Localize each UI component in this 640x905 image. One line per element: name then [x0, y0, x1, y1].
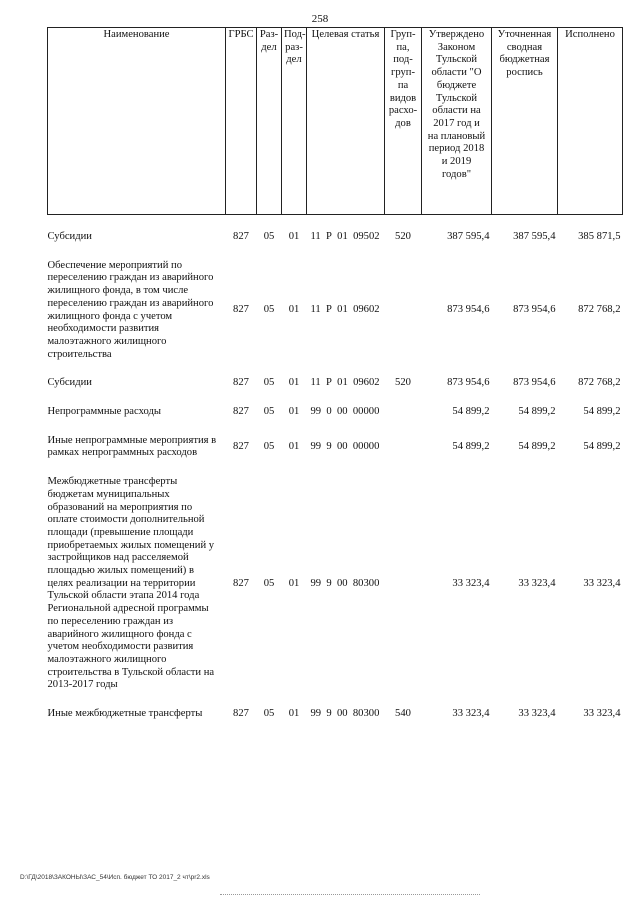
row-name: Обеспечение мероприятий по переселению граждан из аварийного жилищного фонда, в том числе переселению граждан из аварийного жилищного фонда с учетом необходимости развития малоэтажного жилищного строительства: [47, 259, 214, 360]
row-executed: 385 871,5: [578, 231, 621, 242]
row-refined: 33 323,4: [518, 577, 556, 589]
table-row: [48, 377, 623, 390]
footer-file-path: D:\ГД\2018\ЗАКОНЫ\ЗАС_54\Исп. бюджет ТО 2017_2 чт\pr2.xls: [20, 874, 210, 881]
row-group: 540: [395, 708, 411, 720]
row-target: 99 9 00 80300: [310, 708, 380, 720]
row-refined: 873 954,6: [513, 377, 556, 389]
table-body: [48, 215, 623, 721]
table-row: [48, 406, 623, 419]
row-group: 520: [395, 377, 411, 389]
row-razdel: 05: [263, 406, 275, 418]
row-executed: 33 323,4: [583, 577, 621, 589]
row-target: 11 Р 01 09602: [310, 377, 380, 389]
row-razdel: 05: [263, 231, 275, 242]
table-row: [48, 260, 623, 362]
page-number: 258: [311, 13, 329, 25]
row-group: [385, 260, 422, 362]
header-razdel: Раз- дел: [257, 28, 282, 215]
row-refined: 54 899,2: [518, 441, 556, 453]
row-grbs: 827: [233, 231, 249, 242]
header-target: Целевая статья: [307, 28, 385, 215]
header-executed: Исполнено: [558, 28, 623, 215]
row-razdel: 05: [263, 377, 275, 389]
row-target: 99 9 00 80300: [310, 577, 380, 589]
row-podrazdel: 01: [288, 708, 300, 720]
row-razdel: 05: [263, 441, 275, 453]
header-name: Наименование: [48, 28, 226, 215]
row-podrazdel: 01: [288, 231, 300, 242]
row-executed: 54 899,2: [583, 406, 621, 418]
row-podrazdel: 01: [288, 304, 300, 316]
row-podrazdel: 01: [288, 377, 300, 389]
row-grbs: 827: [233, 406, 249, 418]
table-header-row: [48, 28, 623, 215]
row-refined: 387 595,4: [513, 231, 556, 242]
row-refined: 54 899,2: [518, 406, 556, 418]
row-approved: 54 899,2: [452, 441, 490, 453]
row-target: 11 Р 01 09602: [310, 304, 380, 316]
budget-table: [47, 27, 623, 721]
row-refined: 873 954,6: [513, 304, 556, 316]
header-grbs: ГРБС: [226, 28, 257, 215]
row-executed: 872 768,2: [578, 377, 621, 389]
row-podrazdel: 01: [288, 577, 300, 589]
row-executed: 872 768,2: [578, 304, 621, 316]
row-group: [385, 435, 422, 460]
table-row: [48, 708, 623, 721]
row-target: 11 Р 01 09502: [310, 231, 380, 242]
row-name: Субсидии: [47, 231, 92, 242]
row-razdel: 05: [263, 577, 275, 589]
row-podrazdel: 01: [288, 441, 300, 453]
row-name: Межбюджетные трансферты бюджетам муниципальных образований на мероприятия по оплате стоимости дополнительной площади (превышение площади приобретаемых жилых помещений у застройщиков над расселяемой площадью жилых помещений) в целях реализации на территории Тульской области этапа 2014 года Региональной адресной программы по переселению граждан из аварийного жилищного фонда с учетом необходимости развития малоэтажного жилищного строительства в Тульской области на 2013-2017 годы: [47, 476, 215, 691]
row-approved: 33 323,4: [452, 577, 490, 589]
row-name: Иные непрограммные мероприятия в рамках непрограммных расходов: [47, 434, 217, 459]
table-row: [48, 435, 623, 460]
row-razdel: 05: [263, 304, 275, 316]
row-approved: 54 899,2: [452, 406, 490, 418]
row-podrazdel: 01: [288, 406, 300, 418]
row-approved: 873 954,6: [447, 304, 490, 316]
row-name: Иные межбюджетные трансферты: [47, 708, 203, 720]
row-grbs: 827: [233, 441, 249, 453]
row-refined: 33 323,4: [518, 708, 556, 720]
row-razdel: 05: [263, 708, 275, 720]
row-grbs: 827: [233, 304, 249, 316]
row-grbs: 827: [233, 708, 249, 720]
header-group: Груп- па, под- груп- па видов расхо- дов: [385, 28, 422, 215]
header-refined: Уточненная сводная бюджетная роспись: [492, 28, 558, 215]
header-podrazdel: Под- раз- дел: [282, 28, 307, 215]
scan-artifact-line: [220, 894, 480, 897]
row-name: Субсидии: [47, 377, 92, 389]
table-row: [48, 231, 623, 244]
row-grbs: 827: [233, 377, 249, 389]
row-executed: 33 323,4: [583, 708, 621, 720]
table-row: [48, 476, 623, 692]
row-group: [385, 406, 422, 419]
row-group: 520: [395, 231, 411, 242]
row-target: 99 0 00 00000: [310, 406, 380, 418]
row-name: Непрограммные расходы: [47, 406, 161, 418]
row-grbs: 827: [233, 577, 249, 589]
row-executed: 54 899,2: [583, 441, 621, 453]
row-approved: 873 954,6: [447, 377, 490, 389]
row-approved: 387 595,4: [447, 231, 490, 242]
row-approved: 33 323,4: [452, 708, 490, 720]
row-group: [385, 476, 422, 692]
row-target: 99 9 00 00000: [310, 441, 380, 453]
header-approved: Утверждено Законом Тульской области "О бюджете Тульской области на 2017 год и на плановый период 2018 и 2019 годов": [422, 28, 492, 215]
